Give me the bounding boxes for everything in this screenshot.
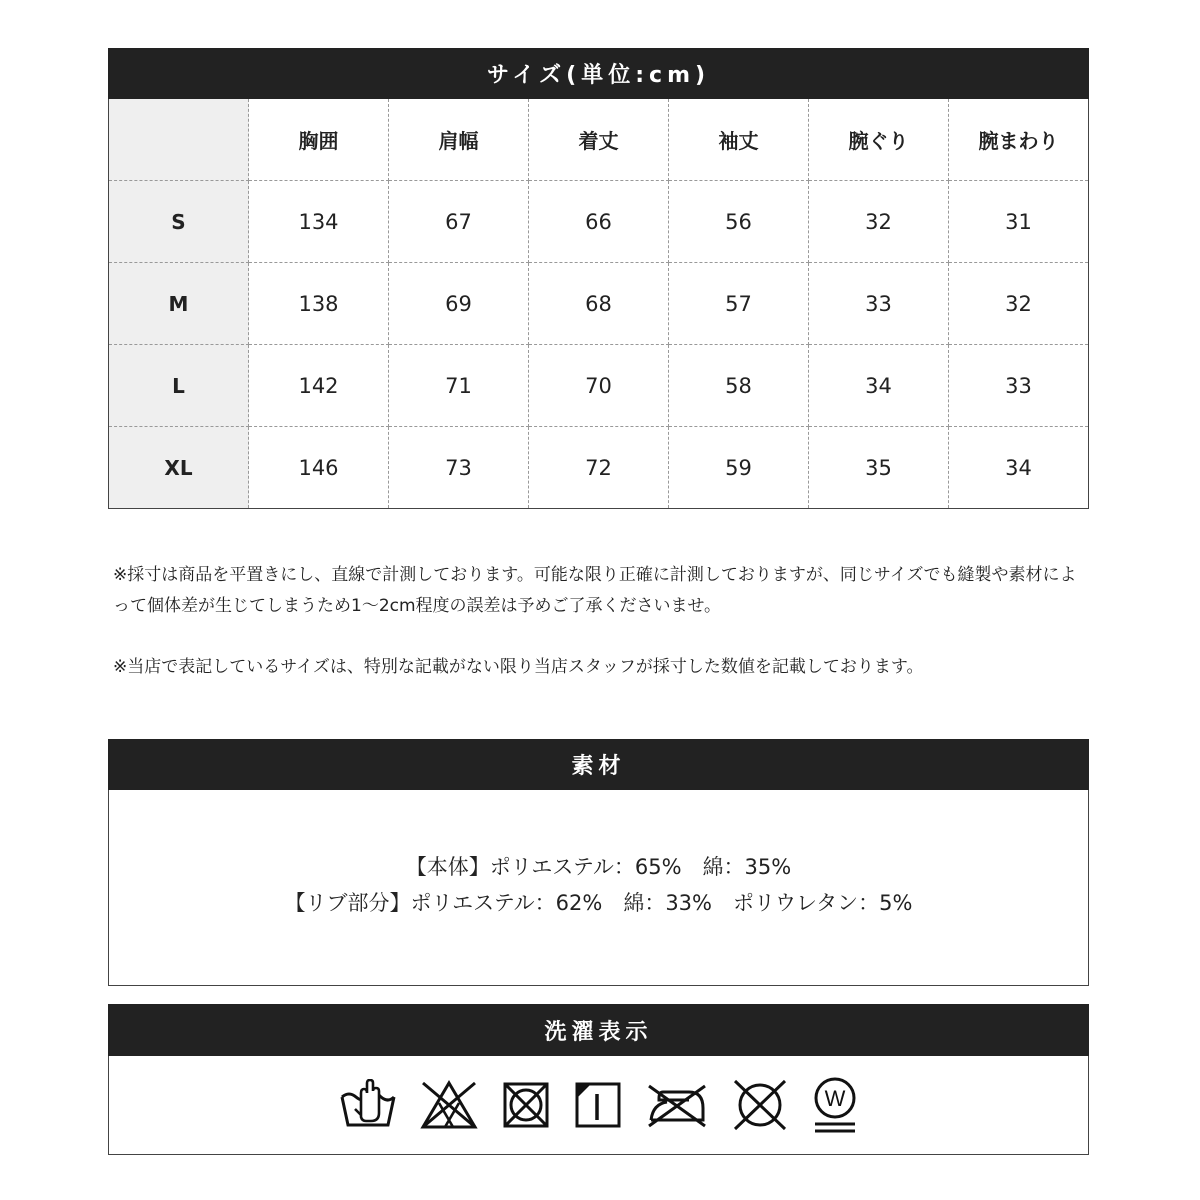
header-length: 着丈 xyxy=(529,99,669,181)
header-armhole: 腕ぐり xyxy=(809,99,949,181)
table-row xyxy=(109,427,1089,509)
table-row xyxy=(109,263,1089,345)
table-cell: 66 xyxy=(529,181,669,263)
size-table xyxy=(108,99,1089,509)
table-cell: 72 xyxy=(529,427,669,509)
no-iron-icon xyxy=(645,1080,709,1130)
table-cell: 32 xyxy=(809,181,949,263)
size-label: M xyxy=(109,263,249,345)
table-row xyxy=(109,345,1089,427)
no-tumble-dry-icon xyxy=(501,1080,551,1130)
hand-wash-icon xyxy=(339,1079,397,1131)
table-cell: 57 xyxy=(669,263,809,345)
table-cell: 73 xyxy=(389,427,529,509)
header-corner xyxy=(109,99,249,181)
table-cell: 134 xyxy=(249,181,389,263)
header-arm-circumference: 腕まわり xyxy=(949,99,1089,181)
size-label: XL xyxy=(109,427,249,509)
care-title: 洗濯表示 xyxy=(108,1004,1089,1056)
table-cell: 34 xyxy=(809,345,949,427)
table-cell: 146 xyxy=(249,427,389,509)
header-shoulder: 肩幅 xyxy=(389,99,529,181)
table-cell: 32 xyxy=(949,263,1089,345)
table-cell: 69 xyxy=(389,263,529,345)
table-cell: 68 xyxy=(529,263,669,345)
size-table-title: サイズ(単位:cm) xyxy=(108,48,1089,99)
care-icons-row xyxy=(109,1056,1088,1154)
material-box xyxy=(108,790,1089,986)
table-cell: 138 xyxy=(249,263,389,345)
header-chest: 胸囲 xyxy=(249,99,389,181)
wet-clean-icon xyxy=(811,1076,859,1134)
table-cell: 71 xyxy=(389,345,529,427)
no-dry-clean-icon xyxy=(731,1079,789,1131)
size-label: L xyxy=(109,345,249,427)
table-cell: 31 xyxy=(949,181,1089,263)
header-sleeve: 袖丈 xyxy=(669,99,809,181)
table-cell: 35 xyxy=(809,427,949,509)
table-cell: 59 xyxy=(669,427,809,509)
no-bleach-icon xyxy=(419,1079,479,1131)
care-box xyxy=(108,1056,1089,1155)
table-cell: 142 xyxy=(249,345,389,427)
table-cell: 56 xyxy=(669,181,809,263)
table-cell: 34 xyxy=(1005,455,1032,480)
table-cell: 70 xyxy=(529,345,669,427)
table-cell: 33 xyxy=(809,263,949,345)
line-dry-shade-icon xyxy=(573,1080,623,1130)
size-notation-note: ※当店で表記しているサイズは、特別な記載がない限り当店スタッフが採寸した数値を記載しております。 xyxy=(113,657,924,677)
table-cell: 67 xyxy=(389,181,529,263)
table-cell: 58 xyxy=(669,345,809,427)
material-rib-line: 【リブ部分】ポリエステル：62% 綿：33% ポリウレタン：5% xyxy=(284,891,913,915)
size-table-header-row xyxy=(109,99,1089,181)
size-label: S xyxy=(109,181,249,263)
material-body-line: 【本体】ポリエステル：65% 綿：35% xyxy=(405,855,792,879)
table-cell: 33 xyxy=(949,345,1089,427)
measurement-note: ※採寸は商品を平置きにし、直線で計測しております。可能な限り正確に計測しておりますが、同じサイズでも縫製や素材によって個体差が生じてしまうため1～2cm程度の誤差は予めご了承くださいませ。 xyxy=(113,565,1077,616)
table-row xyxy=(109,181,1089,263)
material-title: 素材 xyxy=(108,739,1089,790)
svg-text:W: W xyxy=(824,1086,845,1111)
